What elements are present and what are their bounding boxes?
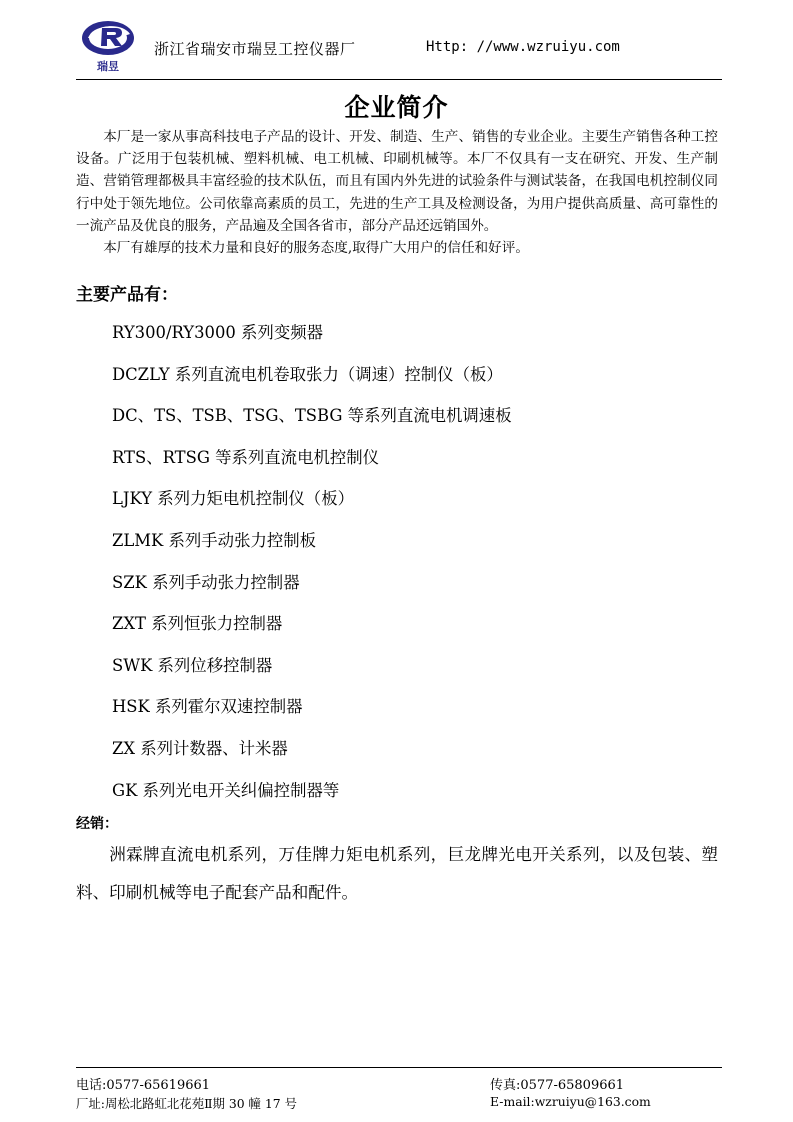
product-item: GK 系列光电开关纠偏控制器等 [112, 780, 340, 800]
intro-paragraph: 本厂有雄厚的技术力量和良好的服务态度,取得广大用户的信任和好评。 [103, 240, 529, 257]
footer-address: 厂址:周松北路虹北花苑Ⅱ期 30 幢 17 号 [76, 1096, 297, 1111]
page-title: 企业简介 [344, 93, 449, 122]
product-item: ZXT 系列恒张力控制器 [112, 614, 283, 634]
products-heading: 主要产品有： [76, 285, 178, 305]
footer-email[interactable]: E-mail:wzruiyu@163.com [490, 1094, 651, 1109]
header-divider [76, 79, 722, 80]
product-item: ZX 系列计数器、计米器 [112, 738, 288, 758]
product-item: LJKY 系列力矩电机控制仪（板） [112, 489, 354, 509]
logo-text: 瑞昱 [97, 60, 119, 73]
company-intro [76, 126, 718, 259]
footer-fax: 传真:0577-65809661 [490, 1078, 625, 1093]
footer-divider [76, 1067, 722, 1068]
product-item: ZLMK 系列手动张力控制板 [112, 530, 317, 550]
website-link[interactable]: Http: //www.wzruiyu.com [426, 39, 620, 55]
company-logo [80, 16, 136, 74]
page-header [76, 16, 722, 78]
company-name: 浙江省瑞安市瑞昱工控仪器厂 [154, 40, 356, 58]
product-item: SWK 系列位移控制器 [112, 655, 273, 675]
product-item: RTS、RTSG 等系列直流电机控制仪 [112, 447, 380, 467]
product-list [112, 318, 512, 817]
intro-paragraph: 本厂是一家从事高科技电子产品的设计、开发、制造、生产、销售的专业企业。主要生产销售各种工控设备。广泛用于包装机械、塑料机械、电工机械、印刷机械等。本厂不仅具有一支在研究、开发、生产制造、营销管理都极具丰富经验的技术队伍，而且有国内外先进的试验条件与测试装备，在我国电机控制仪同行中处于领先地位。公司依靠高素质的员工，先进的生产工具及检测设备，为用户提供高质量、高可靠性的一流产品及优良的服务，产品遍及全国各省市，部分产品还远销国外。 [76, 129, 718, 234]
dealer-text: 洲霖牌直流电机系列，万佳牌力矩电机系列，巨龙牌光电开关系列，以及包装、塑料、印刷机械等电子配套产品和配件。 [76, 845, 718, 902]
product-item: DC、TS、TSB、TSG、TSBG 等系列直流电机调速板 [112, 406, 512, 426]
product-item: SZK 系列手动张力控制器 [112, 572, 300, 592]
product-item: HSK 系列霍尔双速控制器 [112, 697, 303, 717]
footer-phone: 电话:0577-65619661 [76, 1078, 211, 1093]
dealer-heading: 经销： [76, 816, 118, 832]
product-item: RY300/RY3000 系列变频器 [112, 323, 323, 342]
product-item: DCZLY 系列直流电机卷取张力（调速）控制仪（板） [112, 364, 503, 384]
